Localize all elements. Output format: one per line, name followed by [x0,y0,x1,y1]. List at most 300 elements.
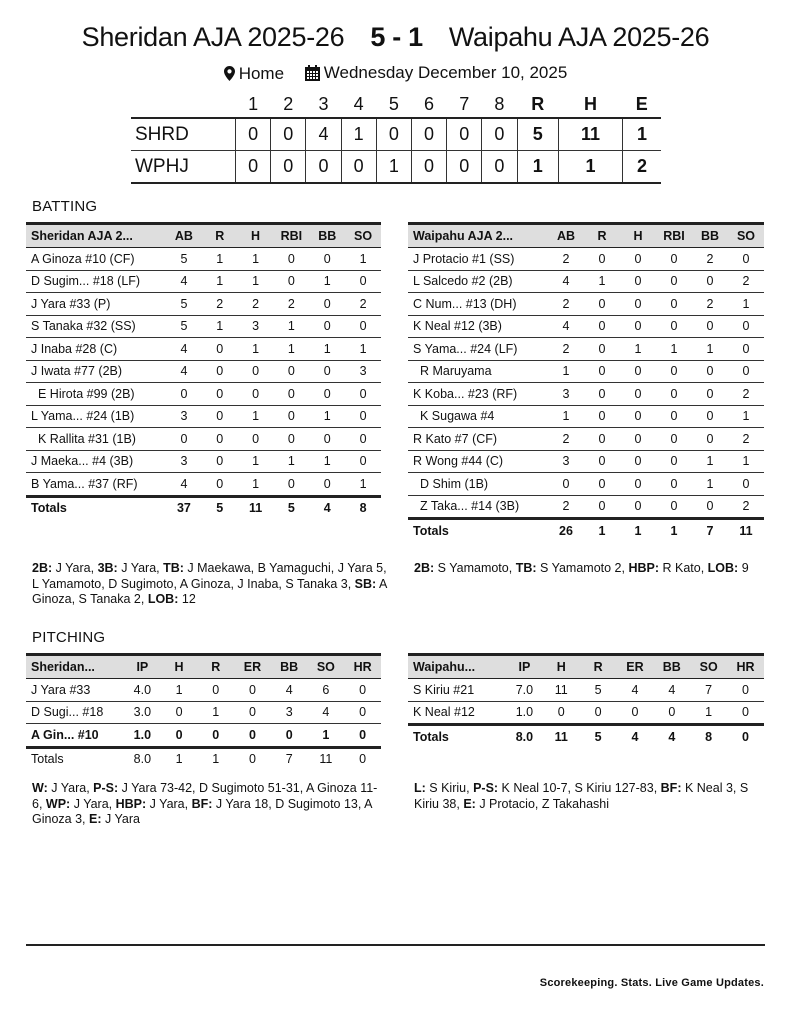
game-title [0,22,791,53]
map-pin-icon [224,66,235,81]
batter-row [26,248,381,271]
stat-bb: 0 [309,248,345,271]
team-label-header: Waipahu... [408,655,506,679]
total-so: 8 [345,496,381,519]
note-text: K Neal 10-7, S Kiriu 127-83, [498,781,661,795]
stat-so: 0 [728,315,764,338]
away-team-name: Waipahu AJA 2025-26 [448,22,710,52]
batting-table-home [26,222,381,519]
stat-rbi: 0 [656,450,692,473]
stat-ab: 2 [548,428,584,451]
player-name: R Wong #44 (C) [408,450,548,473]
stat-so: 0 [728,473,764,496]
player-name: K Koba... #23 (RF) [408,383,548,406]
player-name: S Yama... #24 (LF) [408,338,548,361]
column-header-r: R [197,655,234,679]
column-header-bb: BB [271,655,308,679]
stat-h: 0 [161,701,198,724]
inning-score: 0 [376,118,411,151]
line-score-row-away [131,151,661,184]
pitcher-row [26,679,381,702]
player-name: S Kiriu #21 [408,679,506,702]
stat-bb: 0 [309,360,345,383]
note-text: 9 [738,561,749,575]
stat-so: 1 [345,248,381,271]
stat-ab: 1 [548,405,584,428]
column-header-h: H [543,655,580,679]
note-text: J Maekawa, B Yamaguchi, J Yara 5, L Yamamoto, D Sugimoto, A Ginoza, J Inaba, S Tanaka 3, [32,561,387,591]
inning-score: 0 [411,151,446,184]
inning-header: 3 [318,93,329,114]
hits-header: H [584,93,598,114]
total-h: 11 [238,496,274,519]
inning-score: 0 [236,118,271,151]
stat-h: 2 [238,293,274,316]
line-score-table [131,91,661,184]
stat-h: 0 [543,701,580,725]
batter-row [408,405,764,428]
stat-h: 0 [620,495,656,519]
stat-rbi: 0 [656,270,692,293]
stat-rbi: 0 [656,315,692,338]
stat-ab: 5 [166,293,202,316]
stat-bb: 4 [271,679,308,702]
total-ip: 8.0 [124,747,161,770]
stat-r: 2 [202,293,238,316]
total-ab: 26 [548,519,584,542]
stat-r: 0 [584,405,620,428]
note-text: R Kato, [659,561,708,575]
stat-r: 0 [584,428,620,451]
inning-score: 0 [236,151,271,184]
note-label: P-S: [93,781,119,795]
batter-row [26,360,381,383]
total-h: 1 [620,519,656,542]
inning-score: 0 [482,118,517,151]
stat-hr: 0 [727,679,764,702]
line-score-row-home [131,118,661,151]
stat-r: 0 [584,495,620,519]
stat-r: 0 [202,383,238,406]
stat-bb: 0 [692,315,728,338]
stat-r: 0 [584,293,620,316]
stat-so: 2 [728,495,764,519]
date-label: Wednesday December 10, 2025 [323,63,568,82]
team-column-header [131,91,236,118]
batting-table-away [408,222,764,542]
stat-h: 0 [620,405,656,428]
stat-bb: 0 [309,383,345,406]
stat-r: 1 [202,315,238,338]
note-label: TB: [515,561,537,575]
batter-row [408,450,764,473]
total-er: 0 [234,747,271,770]
stat-ab: 3 [548,383,584,406]
stat-h: 0 [620,293,656,316]
team-abbrev: SHRD [131,118,236,151]
note-text: J Yara, [146,796,192,811]
game-date [305,63,568,83]
batter-row [408,360,764,383]
note-label: 3B: [97,561,118,575]
total-r: 5 [580,725,617,748]
stat-h: 1 [238,338,274,361]
column-header-r: R [580,655,617,679]
stat-so: 2 [728,428,764,451]
player-name: K Neal #12 (3B) [408,315,548,338]
pitcher-row [26,701,381,724]
note-label: L: [414,781,426,795]
stat-so: 0 [345,383,381,406]
player-name: A Gin... #10 [26,724,124,748]
stat-so: 1 [728,405,764,428]
stat-bb: 0 [271,724,308,748]
inning-header: 5 [388,93,399,114]
column-header-ip: IP [124,655,161,679]
player-name: J Maeka... #4 (3B) [26,450,166,473]
batter-row [408,338,764,361]
player-name: J Protacio #1 (SS) [408,248,548,271]
totals-row [408,725,764,748]
note-text: J Yara, [117,561,164,575]
stat-bb: 0 [692,360,728,383]
stat-bb: 1 [309,405,345,428]
stat-rbi: 0 [273,270,309,293]
batter-row [26,405,381,428]
stat-r: 0 [202,428,238,451]
stat-ab: 4 [166,360,202,383]
pitcher-row [408,701,764,725]
stat-ab: 4 [548,315,584,338]
inning-score: 1 [341,118,376,151]
stat-ip: 3.0 [124,701,161,724]
stat-bb: 1 [692,450,728,473]
footer-tagline: Scorekeeping. Stats. Live Game Updates. [539,977,764,989]
total-bb: 4 [309,496,345,519]
player-name: J Yara #33 [26,679,124,702]
stat-ip: 1.0 [506,701,543,725]
batting-section-title: BATTING [32,198,98,215]
stat-so: 1 [728,450,764,473]
column-header-r: R [584,224,620,248]
pitching-notes-away [414,781,769,812]
stat-ab: 3 [166,405,202,428]
inning-score: 4 [306,118,341,151]
stat-r: 0 [202,360,238,383]
batter-row [408,315,764,338]
stat-bb: 0 [309,473,345,497]
note-text: J Yara, [70,796,116,811]
stat-bb: 0 [692,495,728,519]
player-name: D Sugim... #18 (LF) [26,270,166,293]
stat-rbi: 0 [656,360,692,383]
stat-hr: 0 [344,679,381,702]
stat-ab: 0 [166,383,202,406]
player-name: J Yara #33 (P) [26,293,166,316]
note-text: S Yamamoto, [434,561,516,575]
stat-ab: 3 [166,450,202,473]
total-hits: 11 [559,118,623,151]
stat-h: 3 [238,315,274,338]
total-rbi: 5 [273,496,309,519]
stat-rbi: 0 [273,473,309,497]
stat-ip: 7.0 [506,679,543,702]
totals-label: Totals [26,747,124,770]
note-label: 2B: [32,561,53,575]
player-name: K Rallita #31 (1B) [26,428,166,451]
stat-so: 1 [308,724,345,748]
stat-r: 1 [584,270,620,293]
stat-er: 0 [617,701,654,725]
batter-row [26,450,381,473]
footer-divider [26,944,765,946]
note-label: WP: [45,796,71,811]
batter-row [408,428,764,451]
stat-ab: 4 [166,270,202,293]
stat-ab: 4 [166,473,202,497]
stat-so: 0 [345,315,381,338]
pitcher-row [408,679,764,702]
stat-er: 0 [234,701,271,724]
stat-bb: 2 [692,293,728,316]
stat-rbi: 0 [273,383,309,406]
stat-r: 0 [584,473,620,496]
stat-r: 1 [202,270,238,293]
note-label: 2B: [414,561,435,575]
column-header-bb: BB [692,224,728,248]
home-team-name: Sheridan AJA 2025-26 [81,22,345,52]
stat-ab: 0 [548,473,584,496]
column-header-hr: HR [344,655,381,679]
game-meta [0,63,791,86]
total-hits: 1 [559,151,623,184]
note-label: W: [32,781,48,795]
stat-r: 0 [202,338,238,361]
note-label: LOB: [707,561,739,575]
stat-so: 7 [690,679,727,702]
total-so: 11 [728,519,764,542]
team-label-header: Sheridan... [26,655,124,679]
player-name: A Ginoza #10 (CF) [26,248,166,271]
stat-h: 0 [620,428,656,451]
column-header-rbi: RBI [656,224,692,248]
stat-so: 0 [728,360,764,383]
total-r: 1 [584,519,620,542]
stat-bb: 3 [271,701,308,724]
errors-header: E [635,93,648,114]
inning-score: 0 [306,151,341,184]
column-header-hr: HR [727,655,764,679]
stat-so: 3 [345,360,381,383]
stat-hr: 0 [727,701,764,725]
stat-ip: 4.0 [124,679,161,702]
player-name: B Yama... #37 (RF) [26,473,166,497]
total-errors: 2 [623,151,661,184]
total-runs: 1 [517,151,559,184]
stat-rbi: 1 [273,315,309,338]
pitching-table-home [26,653,381,770]
note-label: LOB: [147,592,179,606]
stat-er: 0 [234,724,271,748]
batter-row [26,293,381,316]
note-label: HBP: [628,561,660,575]
pitching-table-away [408,653,764,748]
stat-rbi: 0 [273,360,309,383]
total-r: 5 [202,496,238,519]
stat-so: 2 [728,383,764,406]
stat-h: 1 [238,270,274,293]
stat-bb: 1 [692,338,728,361]
stat-r: 0 [584,450,620,473]
player-name: R Kato #7 (CF) [408,428,548,451]
stat-rbi: 0 [656,473,692,496]
column-header-rbi: RBI [273,224,309,248]
stat-rbi: 0 [656,428,692,451]
stat-bb: 0 [309,315,345,338]
stat-bb: 0 [692,428,728,451]
stat-ab: 2 [548,293,584,316]
total-ip: 8.0 [506,725,543,748]
pitcher-row [26,724,381,748]
pitching-section-title: PITCHING [32,629,106,646]
line-score-header [131,91,661,118]
note-text: S Yamamoto 2, [536,561,629,575]
stat-bb: 4 [653,679,690,702]
stat-h: 0 [238,360,274,383]
stat-er: 0 [234,679,271,702]
note-text: K Neal 3, S Kiriu 38, [414,781,749,811]
total-errors: 1 [623,118,661,151]
inning-header: 4 [353,93,364,114]
stat-h: 1 [238,405,274,428]
stat-h: 1 [161,679,198,702]
stat-hr: 0 [344,724,381,748]
column-header-r: R [202,224,238,248]
column-header-so: SO [728,224,764,248]
inning-score: 0 [447,118,482,151]
inning-score: 0 [482,151,517,184]
batter-row [26,338,381,361]
batter-row [408,270,764,293]
batter-row [26,383,381,406]
player-name: L Yama... #24 (1B) [26,405,166,428]
stat-so: 1 [690,701,727,725]
note-text: J Protacio, Z Takahashi [475,796,610,811]
note-text: 12 [178,592,196,606]
batter-row [26,270,381,293]
note-text: J Yara, [52,561,98,575]
total-h: 11 [543,725,580,748]
stat-r: 1 [202,248,238,271]
inning-header: 7 [459,93,470,114]
total-h: 1 [161,747,198,770]
stat-so: 2 [345,293,381,316]
totals-row [408,519,764,542]
column-header-h: H [620,224,656,248]
inning-header: 8 [494,93,505,114]
player-name: D Sugi... #18 [26,701,124,724]
batter-row [26,428,381,451]
total-hr: 0 [727,725,764,748]
runs-header: R [531,93,545,114]
inning-header: 2 [283,93,294,114]
note-label: TB: [163,561,184,575]
stat-bb: 0 [692,270,728,293]
stat-r: 1 [197,701,234,724]
stat-h: 0 [238,383,274,406]
stat-so: 2 [728,270,764,293]
stat-so: 0 [345,405,381,428]
stat-bb: 0 [309,293,345,316]
stat-ab: 2 [548,338,584,361]
note-label: E: [88,812,102,826]
stat-h: 0 [620,248,656,271]
totals-row [26,747,381,770]
stat-r: 0 [202,405,238,428]
batter-row [408,383,764,406]
batter-row [26,473,381,497]
inning-score: 0 [447,151,482,184]
stat-ab: 1 [548,360,584,383]
stat-bb: 1 [692,473,728,496]
calendar-icon [305,65,320,81]
stat-so: 0 [345,270,381,293]
stat-ab: 5 [166,315,202,338]
note-label: BF: [660,781,682,795]
stat-h: 1 [238,473,274,497]
team-label-header: Waipahu AJA 2... [408,224,548,248]
table-header-row [26,655,381,679]
stat-h: 0 [620,315,656,338]
player-name: J Inaba #28 (C) [26,338,166,361]
total-runs: 5 [517,118,559,151]
stat-r: 0 [580,701,617,725]
column-header-h: H [238,224,274,248]
total-so: 8 [690,725,727,748]
player-name: K Sugawa #4 [408,405,548,428]
stat-ab: 5 [166,248,202,271]
stat-so: 1 [345,338,381,361]
stat-rbi: 1 [273,450,309,473]
stat-bb: 0 [692,405,728,428]
stat-ab: 4 [166,338,202,361]
total-bb: 4 [653,725,690,748]
stat-bb: 0 [692,383,728,406]
stat-rbi: 1 [656,338,692,361]
batter-row [408,495,764,519]
stat-r: 0 [202,450,238,473]
stat-rbi: 2 [273,293,309,316]
inning-score: 1 [376,151,411,184]
column-header-so: SO [345,224,381,248]
total-bb: 7 [692,519,728,542]
stat-ab: 2 [548,248,584,271]
column-header-er: ER [234,655,271,679]
stat-so: 0 [728,338,764,361]
stat-ab: 2 [548,495,584,519]
stat-so: 0 [728,248,764,271]
stat-rbi: 0 [656,495,692,519]
stat-bb: 1 [309,450,345,473]
batter-row [408,293,764,316]
stat-ab: 3 [548,450,584,473]
stat-r: 0 [197,724,234,748]
note-label: P-S: [473,781,499,795]
stat-r: 0 [584,338,620,361]
stat-bb: 2 [692,248,728,271]
stat-h: 1 [238,450,274,473]
stat-r: 0 [584,383,620,406]
